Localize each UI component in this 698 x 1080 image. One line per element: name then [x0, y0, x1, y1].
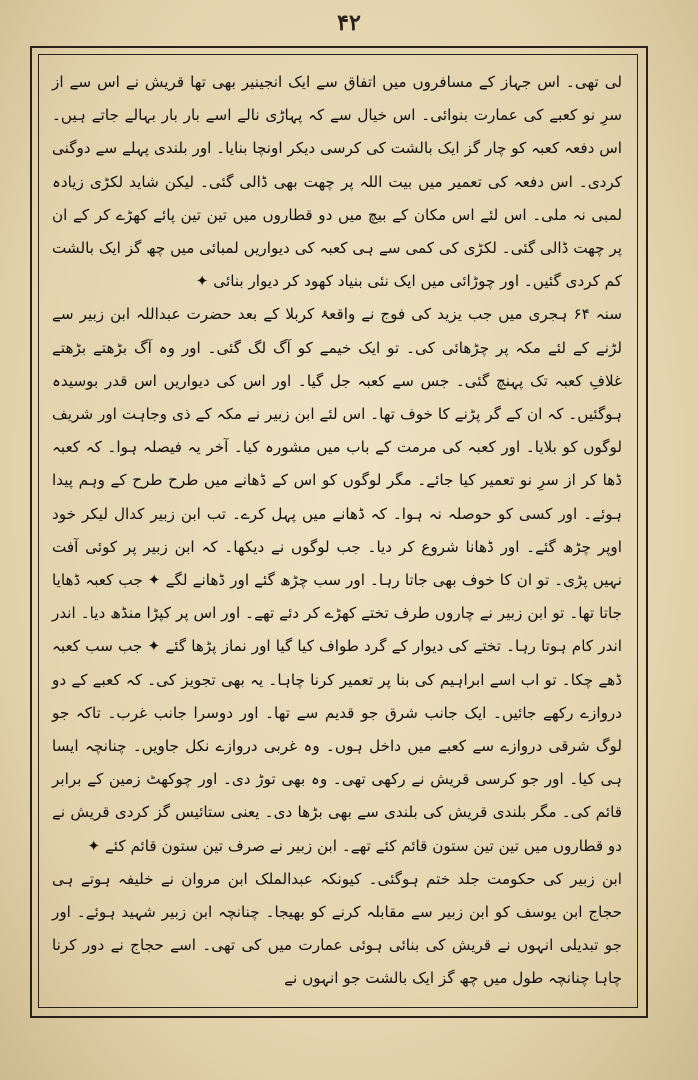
- body-text: [52, 66, 622, 996]
- paragraph-3: ابن زبیر کی حکومت جلد ختم ہوگئی۔ کیونکہ عبدالملک ابن مروان نے خلیفہ ہوتے ہی حجاج ابن یوسف کو ابن زبیر سے مقابلہ کرنے کو بھیجا۔ چنانچہ ابن زبیر شہید ہوئے۔ اور جو تبدیلی انہوں نے قریش کی بنائی ہوئی عمارت میں کی تھی۔ اسے حجاج نے دور کرنا چاہا چنانچہ طول میں چھ گز ایک بالشت جو انہوں نے: [52, 869, 622, 988]
- paragraph-2: سنہ ۶۴ ہجری میں جب یزید کی فوج نے واقعۂ کربلا کے بعد حضرت عبداللہ ابن زبیر سے لڑنے کے لئے مکہ پر چڑھائی کی۔ تو ایک خیمے کو آگ لگ گئی۔ اور وہ آگ بڑھتے بڑھتے غلافِ کعبہ تک پہنچ گئی۔ جس سے کعبہ جل گیا۔ اور اس کی دیواریں اس قدر بوسیدہ ہوگئیں۔ کہ ان کے گر پڑنے کا خوف تھا۔ اس لئے ابن زبیر نے مکہ کے ذی وجاہت اور شریف لوگوں کو بلایا۔ اور کعبہ کی مرمت کے باب میں مشورہ کیا۔ آخر یہ فیصلہ ہوا۔ کہ کعبہ ڈھا کر از سرِ نو تعمیر کیا جائے۔ مگر لوگوں کو اس کے ڈھانے میں طرح طرح کے وہم پیدا ہوئے۔ اور کسی کو حوصلہ نہ ہوا۔ کہ ڈھانے میں پہل کرے۔ تب ابن زبیر کدال لیکر خود اوپر چڑھ گئے۔ اور ڈھانا شروع کر دیا۔ جب لوگوں نے دیکھا۔ کہ ابن زبیر پر کوئی آفت نہیں پڑی۔ تو ان کا خوف بھی جاتا رہا۔ اور سب چڑھ گئے اور ڈھانے لگے ✦ جب کعبہ ڈھایا جاتا تھا۔ تو ابن زبیر نے چاروں طرف تختے کھڑے کر دئے تھے۔ اور اس پر کپڑا منڈھ دیا۔ اندر اندر کام ہوتا رہا۔ تختے کی دیوار کے گرد طواف کیا گیا اور نماز پڑھا گئے ✦ جب سب کعبہ ڈھے چکا۔ تو اب اسے ابراہیم کی بنا پر تعمیر کرنا چاہا۔ یہ بھی تجویز کی۔ کہ کعبے کے دو دروازے رکھے جائیں۔ ایک جانب شرق جو قدیم سے تھا۔ اور دوسرا جانب غرب۔ تاکہ جو لوگ شرقی دروازے سے کعبے میں داخل ہوں۔ وہ غربی دروازے نکل جاویں۔ چنانچہ ایسا ہی کیا۔ اور جو کرسی قریش نے رکھی تھی۔ وہ بھی توڑ دی۔ اور چوکھٹ زمین کے برابر قائم کی۔ مگر بلندی قریش کی بلندی سے بھی بڑھا دی۔ یعنی ستائیس گز کردی قریش نے دو قطاروں میں تین تین ستون قائم کئے تھے۔ ابن زبیر نے صرف تین ستون قائم کئے ✦: [52, 305, 622, 855]
- page-number: ۴۲: [337, 10, 361, 36]
- paragraph-1: لی تھی۔ اس جہاز کے مسافروں میں اتفاق سے ایک انجینیر بھی تھا قریش نے اس سے از سرِ نو کعبے کی عمارت بنوائی۔ اس خیال سے کہ پہاڑی نالے اسے بار بار بہالے جاتے ہیں۔ اس دفعہ کعبہ کو چار گز ایک بالشت کی کرسی دیکر اونچا بنایا۔ اور بلندی پہلے سے دوگنی کردی۔ اس دفعہ کی تعمیر میں بیت اللہ پر چھت بھی ڈالی گئی۔ لیکن شاید لکڑی زیادہ لمبی نہ ملی۔ اس لئے اس مکان کے بیچ میں دو قطاروں میں تین تین پائے کھڑے کر کے ان پر چھت ڈالی گئی۔ لکڑی کی کمی سے ہی کعبہ کی دیواریں لمبائی میں چھ گز ایک بالشت کم کردی گئیں۔ اور چوڑائی میں ایک نئی بنیاد کھود کر دیوار بنائی ✦: [52, 73, 622, 291]
